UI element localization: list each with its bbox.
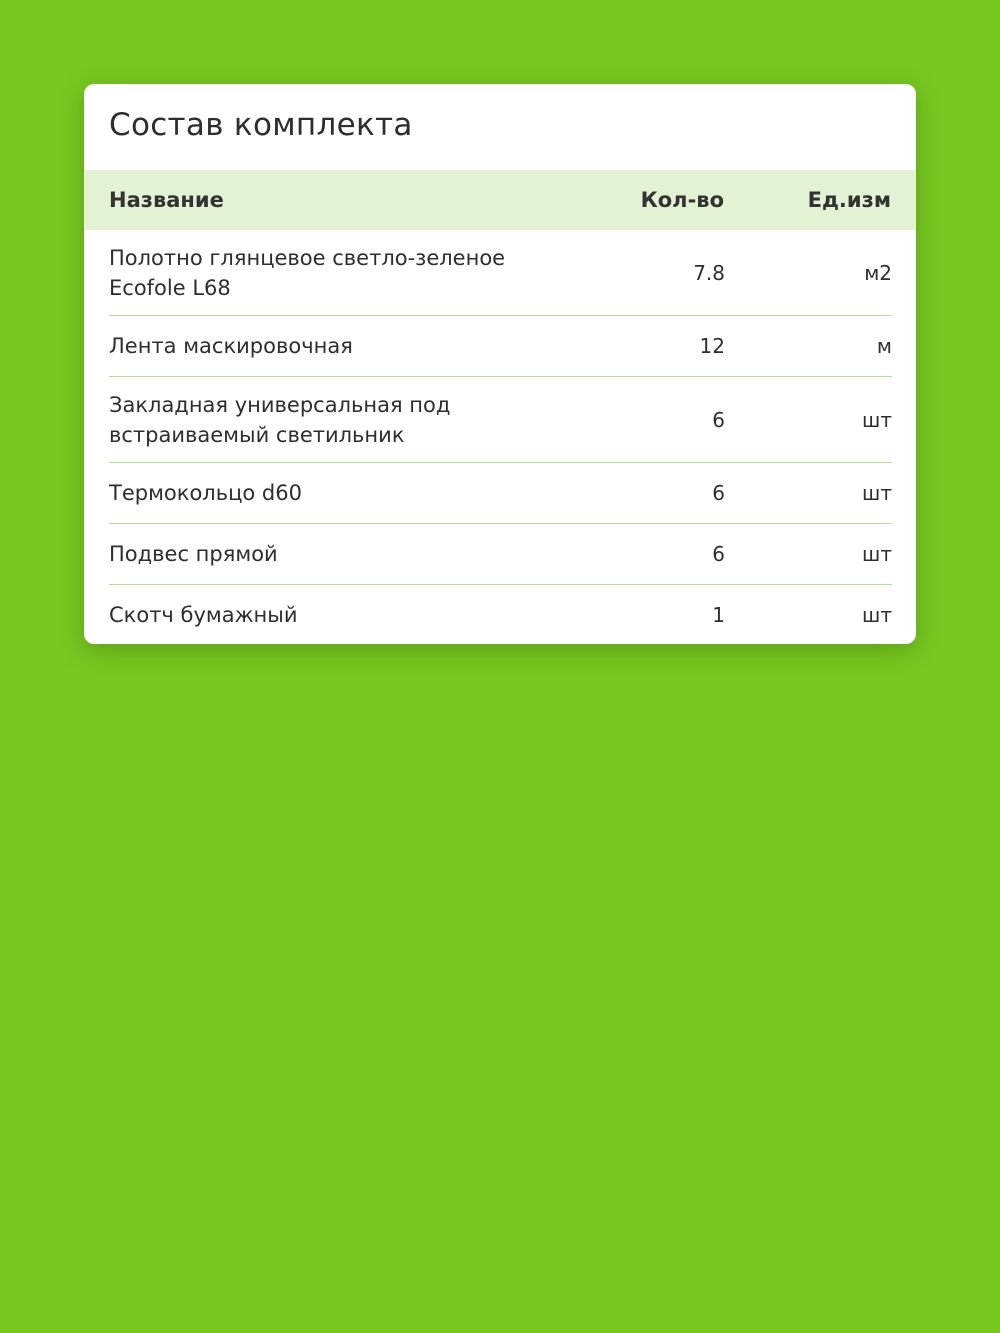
item-qty: 7.8 — [693, 260, 725, 285]
table-header — [84, 170, 916, 230]
item-unit: м2 — [864, 260, 892, 285]
table-row — [109, 230, 892, 316]
item-unit: шт — [862, 481, 892, 505]
item-name: Термокольцо d60 — [109, 481, 302, 505]
table-row — [109, 377, 892, 463]
item-unit: шт — [862, 603, 892, 627]
column-header-qty: Кол-во — [640, 188, 724, 212]
table-row — [109, 585, 892, 644]
table-row — [109, 463, 892, 524]
kit-contents-card — [84, 84, 916, 644]
table-body — [109, 230, 892, 644]
table-row — [109, 316, 892, 377]
item-name: Подвес прямой — [109, 542, 278, 566]
table-row — [109, 524, 892, 585]
column-header-unit: Ед.изм — [807, 188, 891, 212]
item-unit: м — [876, 334, 892, 358]
item-qty: 12 — [699, 334, 725, 358]
item-unit: шт — [862, 407, 892, 432]
item-qty: 6 — [712, 481, 725, 505]
item-name: Лента маскировочная — [109, 334, 353, 358]
item-qty: 6 — [712, 542, 725, 566]
item-name: Скотч бумажный — [109, 603, 298, 627]
item-unit: шт — [862, 542, 892, 566]
item-qty: 1 — [712, 603, 725, 627]
item-qty: 6 — [712, 407, 725, 432]
column-header-name: Название — [109, 188, 224, 212]
item-name: Полотно глянцевое светло-зеленое Ecofole L68 — [109, 245, 506, 300]
item-name: Закладная универсальная под встраиваемый светильник — [109, 392, 451, 447]
card-title: Состав комплекта — [109, 107, 413, 143]
